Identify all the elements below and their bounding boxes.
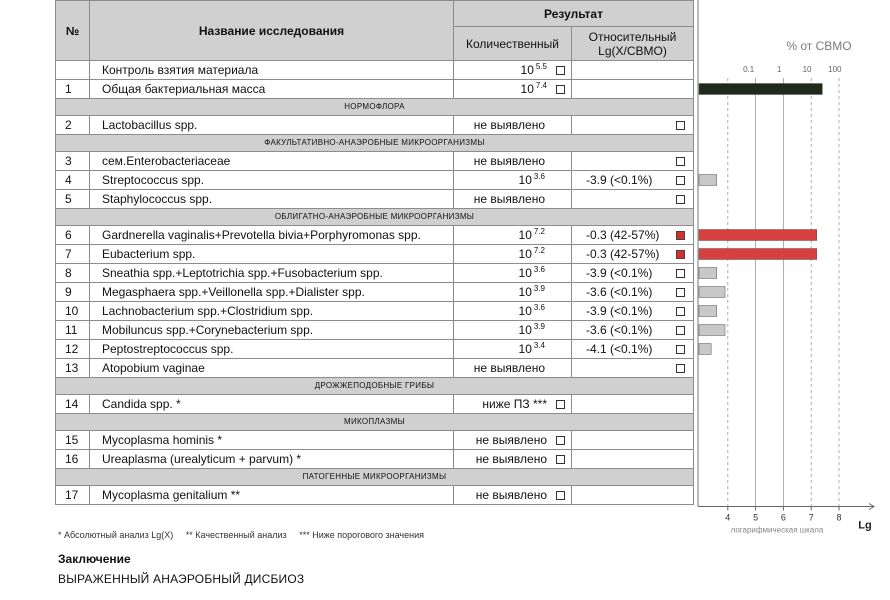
relative-cell xyxy=(572,245,694,264)
quantity-cell xyxy=(454,486,572,505)
table-row xyxy=(56,283,694,302)
relative-cell xyxy=(572,283,694,302)
chart-bar xyxy=(699,325,725,336)
quantity-value: не выявлено xyxy=(473,154,545,168)
relative-checkbox[interactable] xyxy=(676,326,685,335)
top-tick-label: 1 xyxy=(777,65,782,74)
quantity-value: ниже ПЗ *** xyxy=(482,397,547,411)
row-number: 5 xyxy=(56,190,90,209)
test-name: Sneathia spp.+Leptotrichia spp.+Fusobacterium spp. xyxy=(90,264,454,283)
row-number: 11 xyxy=(56,321,90,340)
quantity-exponent: 3.9 xyxy=(533,284,545,293)
relative-flag-red[interactable] xyxy=(676,250,685,259)
row-number: 10 xyxy=(56,302,90,321)
row-number: 2 xyxy=(56,116,90,135)
relative-value: -3.9 (<0.1%) xyxy=(586,304,653,318)
quantity-value: 10 xyxy=(520,63,534,77)
quantity-exponent: 3.6 xyxy=(533,303,545,312)
section-label: МИКОПЛАЗМЫ xyxy=(56,414,694,431)
test-name: Staphylococcus spp. xyxy=(90,190,454,209)
quantity-value: 10 xyxy=(518,228,532,242)
quantity-value: 10 xyxy=(518,304,532,318)
test-name: Lactobacillus spp. xyxy=(90,116,454,135)
section-label: ОБЛИГАТНО-АНАЭРОБНЫЕ МИКРООРГАНИЗМЫ xyxy=(56,209,694,226)
quantity-value: не выявлено xyxy=(475,488,547,502)
quantity-cell xyxy=(454,226,572,245)
col-header-relative xyxy=(572,27,694,61)
relative-checkbox[interactable] xyxy=(676,176,685,185)
test-name: Eubacterium spp. xyxy=(90,245,454,264)
col-header-num: № xyxy=(56,1,90,61)
row-number: 6 xyxy=(56,226,90,245)
relative-value: -3.9 (<0.1%) xyxy=(586,266,653,280)
quantity-checkbox[interactable] xyxy=(556,455,565,464)
relative-cell xyxy=(572,152,694,171)
table-row xyxy=(56,80,694,99)
conclusion-text: ВЫРАЖЕННЫЙ АНАЭРОБНЫЙ ДИСБИОЗ xyxy=(58,572,305,586)
row-number: 15 xyxy=(56,431,90,450)
table-row xyxy=(56,61,694,80)
quantity-cell xyxy=(454,302,572,321)
quantity-checkbox[interactable] xyxy=(556,436,565,445)
chart-bar xyxy=(699,175,717,186)
table-row xyxy=(56,245,694,264)
quantity-value: не выявлено xyxy=(473,192,545,206)
section-label: ПАТОГЕННЫЕ МИКРООРГАНИЗМЫ xyxy=(56,469,694,486)
section-label: ФАКУЛЬТАТИВНО-АНАЭРОБНЫЕ МИКРООРГАНИЗМЫ xyxy=(56,135,694,152)
quantity-cell xyxy=(454,264,572,283)
axis-lg-label: Lg xyxy=(858,519,872,532)
quantity-value: не выявлено xyxy=(473,361,545,375)
table-row xyxy=(56,340,694,359)
quantity-cell xyxy=(454,190,572,209)
quantity-value: 10 xyxy=(520,82,534,96)
relative-value: -3.6 (<0.1%) xyxy=(586,323,653,337)
row-number: 1 xyxy=(56,80,90,99)
test-name: Mobiluncus spp.+Corynebacterium spp. xyxy=(90,321,454,340)
top-tick-label: 100 xyxy=(828,65,842,74)
quantity-value: 10 xyxy=(518,173,532,187)
quantity-cell xyxy=(454,116,572,135)
chart-bar xyxy=(699,84,822,95)
relative-value: -4.1 (<0.1%) xyxy=(586,342,653,356)
quantity-cell xyxy=(454,359,572,378)
row-number: 4 xyxy=(56,171,90,190)
quantity-value: 10 xyxy=(518,342,532,356)
quantity-exponent: 7.2 xyxy=(533,246,545,255)
quantity-exponent: 3.4 xyxy=(533,341,545,350)
chart-bar xyxy=(699,306,717,317)
table-row xyxy=(56,264,694,283)
relative-cell xyxy=(572,116,694,135)
table-row xyxy=(56,190,694,209)
section-row xyxy=(56,469,694,486)
relative-cell xyxy=(572,321,694,340)
relative-cell xyxy=(572,80,694,99)
quantity-cell xyxy=(454,80,572,99)
relative-checkbox[interactable] xyxy=(676,157,685,166)
test-name: Общая бактериальная масса xyxy=(90,80,454,99)
quantity-checkbox[interactable] xyxy=(556,85,565,94)
relative-cell xyxy=(572,395,694,414)
quantity-cell xyxy=(454,450,572,469)
test-name: Megasphaera spp.+Veillonella spp.+Dialister spp. xyxy=(90,283,454,302)
row-number: 13 xyxy=(56,359,90,378)
footnotes xyxy=(58,530,434,540)
chart-bar xyxy=(699,287,725,298)
relative-cell xyxy=(572,226,694,245)
relative-cell xyxy=(572,171,694,190)
test-name: Gardnerella vaginalis+Prevotella bivia+Porphyromonas spp. xyxy=(90,226,454,245)
row-number xyxy=(56,61,90,80)
col-header-quantity: Количественный xyxy=(454,27,572,61)
relative-value: -0.3 (42-57%) xyxy=(586,228,660,242)
relative-cell xyxy=(572,264,694,283)
relative-cell xyxy=(572,450,694,469)
section-label: ДРОЖЖЕПОДОБНЫЕ ГРИБЫ xyxy=(56,378,694,395)
test-name: Ureaplasma (urealyticum + parvum) * xyxy=(90,450,454,469)
row-number: 17 xyxy=(56,486,90,505)
table-row xyxy=(56,171,694,190)
relative-value: -3.6 (<0.1%) xyxy=(586,285,653,299)
x-tick-label: 6 xyxy=(780,512,786,523)
footnote-threshold: *** Ниже порогового значения xyxy=(299,530,424,540)
quantity-checkbox[interactable] xyxy=(556,400,565,409)
relative-cell xyxy=(572,486,694,505)
table-row xyxy=(56,321,694,340)
row-number: 9 xyxy=(56,283,90,302)
col-header-result: Результат xyxy=(454,1,694,27)
row-number: 8 xyxy=(56,264,90,283)
relative-cell xyxy=(572,190,694,209)
row-number: 12 xyxy=(56,340,90,359)
test-name: Streptococcus spp. xyxy=(90,171,454,190)
section-row xyxy=(56,414,694,431)
section-label: НОРМОФЛОРА xyxy=(56,99,694,116)
table-row xyxy=(56,431,694,450)
chart-bar xyxy=(699,230,817,241)
chart-bar xyxy=(699,344,711,355)
table-row xyxy=(56,359,694,378)
quantity-checkbox[interactable] xyxy=(556,491,565,500)
test-name: Atopobium vaginae xyxy=(90,359,454,378)
quantity-cell xyxy=(454,340,572,359)
test-name: Candida spp. * xyxy=(90,395,454,414)
quantity-exponent: 3.6 xyxy=(533,172,545,181)
bar-chart xyxy=(697,0,887,560)
relative-value: -0.3 (42-57%) xyxy=(586,247,660,261)
quantity-value: 10 xyxy=(518,247,532,261)
quantity-cell xyxy=(454,395,572,414)
quantity-value: не выявлено xyxy=(475,452,547,466)
quantity-cell xyxy=(454,245,572,264)
col-header-relative-line2: Lg(X/СВМО) xyxy=(598,43,667,58)
relative-cell xyxy=(572,61,694,80)
table-row xyxy=(56,226,694,245)
top-tick-label: 10 xyxy=(802,65,812,74)
relative-checkbox[interactable] xyxy=(676,307,685,316)
top-tick-label: 0.1 xyxy=(743,65,755,74)
table-row xyxy=(56,116,694,135)
section-row xyxy=(56,135,694,152)
relative-cell xyxy=(572,431,694,450)
quantity-exponent: 3.9 xyxy=(533,322,545,331)
chart-title: % от СВМО xyxy=(786,39,852,53)
section-row xyxy=(56,209,694,226)
section-row xyxy=(56,99,694,116)
relative-checkbox[interactable] xyxy=(676,121,685,130)
x-tick-label: 8 xyxy=(836,512,842,523)
relative-checkbox[interactable] xyxy=(676,195,685,204)
quantity-cell xyxy=(454,321,572,340)
test-name: Mycoplasma hominis * xyxy=(90,431,454,450)
table-row xyxy=(56,486,694,505)
table-body xyxy=(56,61,694,505)
footnote-absolute: * Абсолютный анализ Lg(X) xyxy=(58,530,174,540)
x-tick-label: 5 xyxy=(753,512,759,523)
quantity-value: 10 xyxy=(518,323,532,337)
quantity-cell xyxy=(454,152,572,171)
quantity-cell xyxy=(454,61,572,80)
row-number: 3 xyxy=(56,152,90,171)
relative-checkbox[interactable] xyxy=(676,345,685,354)
x-axis-title: логарифмическая шкала xyxy=(730,525,824,535)
test-name: Mycoplasma genitalium ** xyxy=(90,486,454,505)
conclusion-label: Заключение xyxy=(58,552,131,566)
quantity-checkbox[interactable] xyxy=(556,66,565,75)
quantity-cell xyxy=(454,171,572,190)
quantity-exponent: 5.5 xyxy=(535,62,547,71)
test-name: Контроль взятия материала xyxy=(90,61,454,80)
quantity-exponent: 7.4 xyxy=(535,81,547,90)
quantity-exponent: 7.2 xyxy=(533,227,545,236)
table-row xyxy=(56,302,694,321)
table-row xyxy=(56,395,694,414)
relative-value: -3.9 (<0.1%) xyxy=(586,173,653,187)
test-name: Peptostreptococcus spp. xyxy=(90,340,454,359)
relative-checkbox[interactable] xyxy=(676,364,685,373)
quantity-cell xyxy=(454,431,572,450)
relative-checkbox[interactable] xyxy=(676,288,685,297)
col-header-name: Название исследования xyxy=(90,1,454,61)
quantity-cell xyxy=(454,283,572,302)
relative-flag-red[interactable] xyxy=(676,231,685,240)
chart-bar xyxy=(699,268,717,279)
table-row xyxy=(56,152,694,171)
quantity-exponent: 3.6 xyxy=(533,265,545,274)
quantity-value: 10 xyxy=(518,285,532,299)
footnote-qualitative: ** Качественный анализ xyxy=(185,530,287,540)
quantity-value: не выявлено xyxy=(475,433,547,447)
test-name: сем.Enterobacteriaceae xyxy=(90,152,454,171)
relative-cell xyxy=(572,340,694,359)
section-row xyxy=(56,378,694,395)
row-number: 16 xyxy=(56,450,90,469)
row-number: 14 xyxy=(56,395,90,414)
col-header-relative-line1: Относительный xyxy=(588,29,677,44)
test-name: Lachnobacterium spp.+Clostridium spp. xyxy=(90,302,454,321)
chart-bar xyxy=(699,249,817,260)
quantity-value: 10 xyxy=(518,266,532,280)
x-tick-label: 7 xyxy=(808,512,814,523)
relative-checkbox[interactable] xyxy=(676,269,685,278)
x-tick-label: 4 xyxy=(725,512,731,523)
results-table xyxy=(55,0,694,505)
relative-cell xyxy=(572,359,694,378)
row-number: 7 xyxy=(56,245,90,264)
quantity-value: не выявлено xyxy=(473,118,545,132)
table-row xyxy=(56,450,694,469)
relative-cell xyxy=(572,302,694,321)
